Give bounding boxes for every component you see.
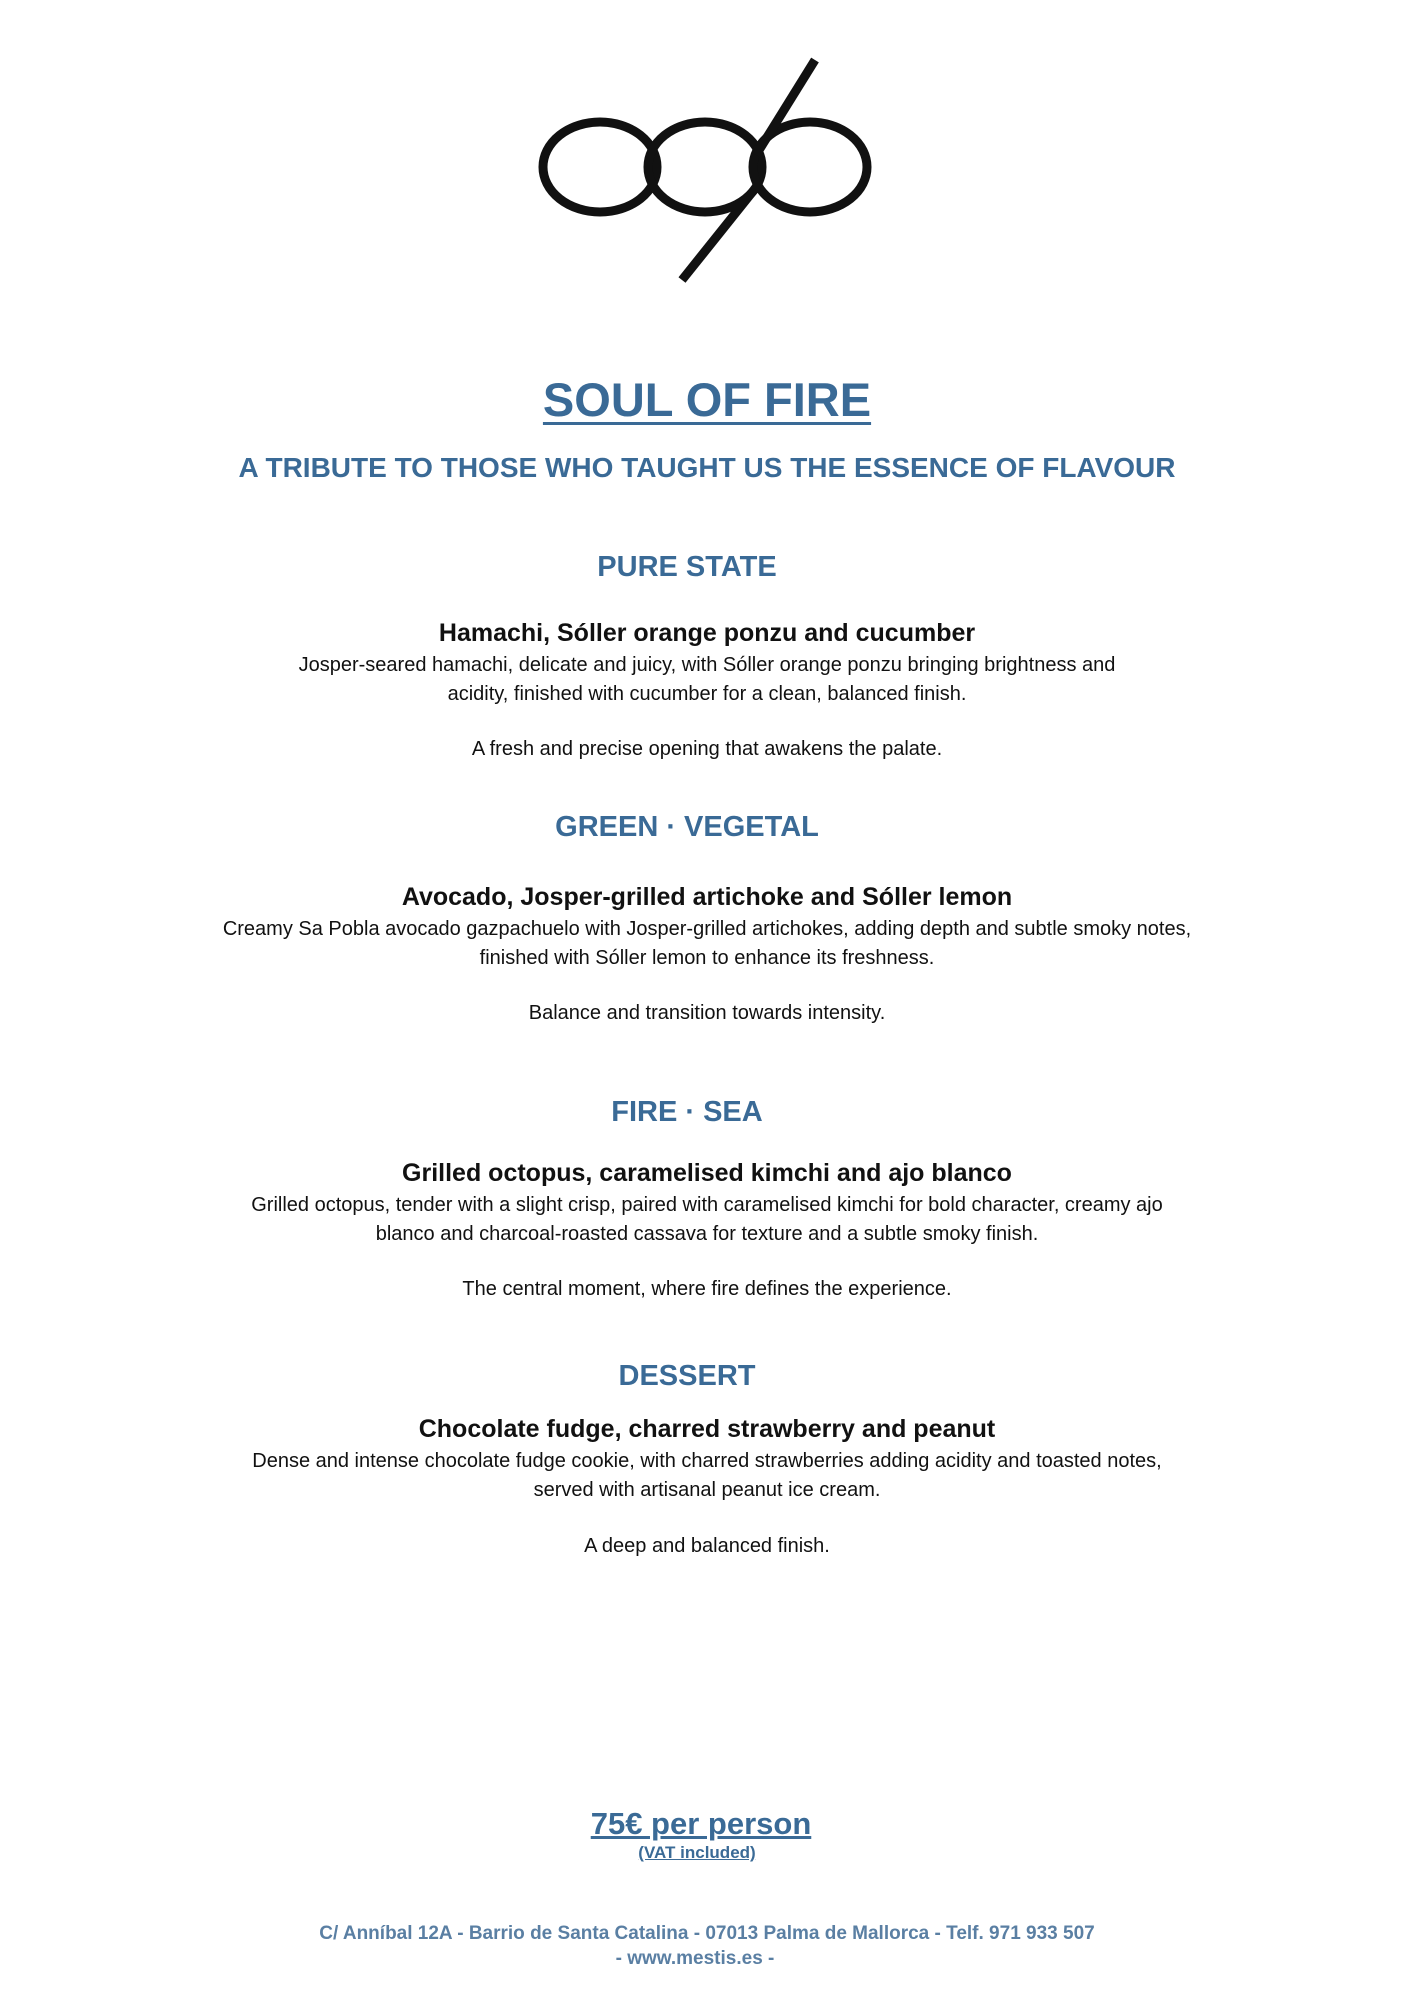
dish-title: Avocado, Josper-grilled artichoke and Sóller lemon <box>401 883 1013 911</box>
096-logo <box>530 55 880 285</box>
price: 75€ per person <box>590 1806 812 1841</box>
dish-note: The central moment, where fire defines the experience. <box>462 1278 952 1300</box>
dish-title: Grilled octopus, caramelised kimchi and ajo blanco <box>402 1159 1012 1187</box>
dish-title: Hamachi, Sóller orange ponzu and cucumber <box>438 619 976 647</box>
dish-note: Balance and transition towards intensity. <box>528 1002 886 1024</box>
dish-title: Chocolate fudge, charred strawberry and peanut <box>418 1415 996 1443</box>
dish-note: A deep and balanced finish. <box>584 1535 830 1557</box>
section-dessert: DESSERT <box>618 1360 756 1392</box>
logo-six-stem <box>756 60 815 155</box>
menu-subtitle: A TRIBUTE TO THOSE WHO TAUGHT US THE ESSENCE OF FLAVOUR <box>238 452 1176 483</box>
footer-address: C/ Anníbal 12A - Barrio de Santa Catalina - 07013 Palma de Mallorca - Telf. 971 933 507 <box>319 1923 1095 1944</box>
dish-description: Creamy Sa Pobla avocado gazpachuelo with Josper-grilled artichokes, adding depth and subtle smoky notes, finished with Sóller lemon to enhance its freshness. <box>222 918 1192 969</box>
section-green-vegetal: GREEN · VEGETAL <box>555 811 819 843</box>
logo-zero <box>543 122 657 212</box>
dish-description: Dense and intense chocolate fudge cookie, with charred strawberries adding acidity and toasted notes, served with artisanal peanut ice cream. <box>252 1450 1162 1501</box>
vat-note: (VAT included) <box>638 1843 756 1862</box>
logo-nine-stem <box>682 185 758 280</box>
dish-note: A fresh and precise opening that awakens the palate. <box>471 738 943 760</box>
section-fire-sea: FIRE · SEA <box>611 1096 763 1128</box>
section-pure-state: PURE STATE <box>597 551 777 583</box>
footer-website: - www.mestis.es - <box>615 1948 775 1969</box>
dish-description: Josper-seared hamachi, delicate and juicy, with Sóller orange ponzu bringing brightness and acidity, finished with cucumber for a clean, balanced finish. <box>298 654 1116 705</box>
dish-description: Grilled octopus, tender with a slight crisp, paired with caramelised kimchi for bold character, creamy ajo blanco and charcoal-roasted cassava for texture and a subtle smoky finish. <box>251 1194 1163 1245</box>
menu-title: SOUL OF FIRE <box>542 373 872 426</box>
